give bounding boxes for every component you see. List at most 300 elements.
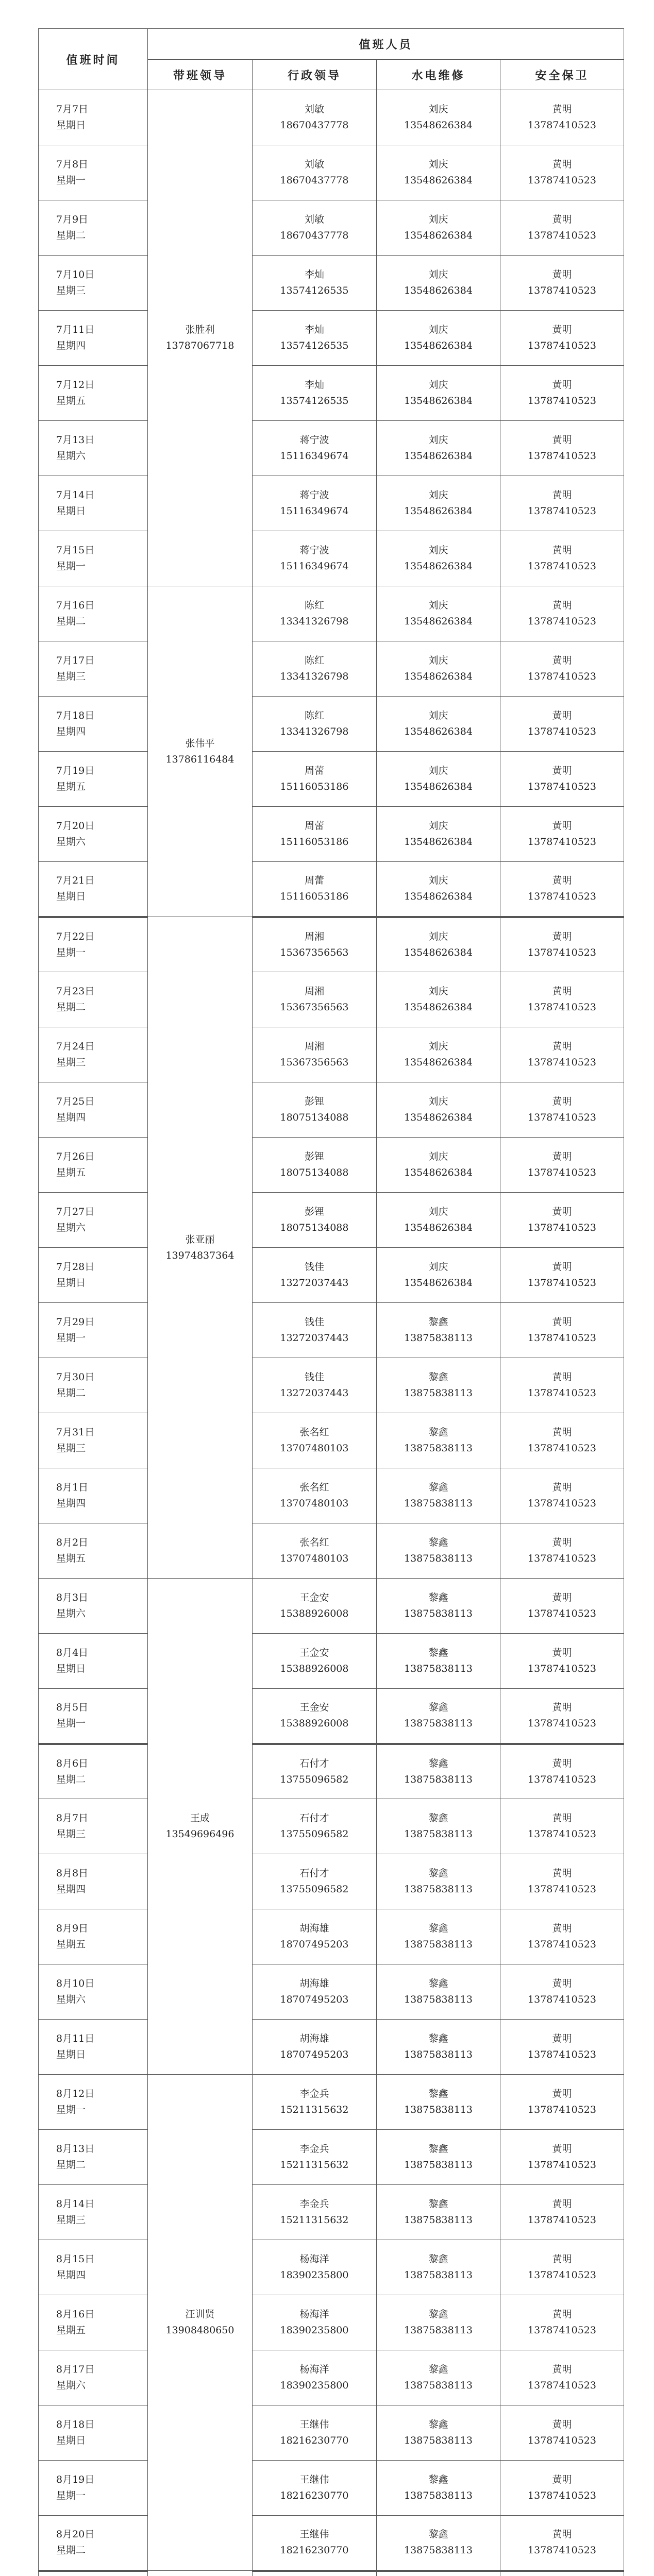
security-name: 黄明 — [552, 1482, 572, 1493]
duty-weekday: 星期一 — [56, 2104, 86, 2115]
security-phone: 13787410523 — [528, 1277, 596, 1289]
duty-date: 7月13日 — [56, 434, 95, 446]
admin-leader-phone: 18075134088 — [280, 1222, 349, 1233]
shift-leader-name: 汪训贤 — [185, 2309, 215, 2320]
security-phone: 13787410523 — [528, 1553, 596, 1564]
security-phone: 13787410523 — [528, 450, 596, 462]
duty-date: 7月8日 — [56, 159, 89, 170]
security-cell — [500, 1413, 624, 1468]
duty-date-cell — [39, 2461, 148, 2516]
duty-date-cell — [39, 2405, 148, 2461]
duty-date: 7月11日 — [56, 324, 95, 335]
utility-repair-cell — [377, 2295, 500, 2350]
utility-repair-phone: 13875838113 — [404, 1608, 473, 1619]
header-security: 安全保卫 — [500, 60, 624, 90]
duty-date-cell — [39, 1303, 148, 1358]
admin-leader-cell — [253, 641, 377, 697]
admin-leader-name: 王继伟 — [299, 2419, 329, 2430]
admin-leader-phone: 15211315632 — [280, 2104, 349, 2115]
duty-weekday: 星期五 — [56, 2325, 86, 2336]
security-name: 黄明 — [552, 1923, 572, 1934]
admin-leader-cell — [253, 752, 377, 807]
utility-repair-phone: 13548626384 — [404, 175, 473, 186]
security-phone: 13787410523 — [528, 1939, 596, 1950]
shift-leader-cell — [148, 2075, 253, 2571]
utility-repair-cell — [377, 972, 500, 1027]
utility-repair-phone: 13548626384 — [404, 616, 473, 627]
utility-repair-cell — [377, 807, 500, 862]
admin-leader-cell — [253, 1964, 377, 2020]
security-phone: 13787410523 — [528, 726, 596, 737]
duty-date: 8月4日 — [56, 1647, 89, 1658]
duty-date: 7月12日 — [56, 379, 95, 391]
duty-date: 8月6日 — [56, 1757, 89, 1769]
admin-leader-name: 周蕾 — [304, 875, 324, 887]
table-row — [39, 972, 624, 1027]
utility-repair-name: 黎鑫 — [428, 2088, 448, 2099]
duty-weekday: 星期六 — [56, 2380, 86, 2391]
security-cell — [500, 641, 624, 697]
admin-leader-phone: 13574126535 — [280, 285, 349, 296]
duty-date-cell — [39, 421, 148, 476]
duty-date: 7月17日 — [56, 655, 95, 666]
admin-leader-phone: 15211315632 — [280, 2159, 349, 2171]
security-cell — [500, 1909, 624, 1964]
admin-leader-phone: 18216230770 — [280, 2545, 349, 2556]
table-row — [39, 641, 624, 697]
security-name: 黄明 — [552, 986, 572, 997]
utility-repair-name: 刘庆 — [428, 269, 448, 280]
admin-leader-cell — [253, 2350, 377, 2405]
table-row — [39, 1468, 624, 1523]
security-cell — [500, 972, 624, 1027]
duty-weekday: 星期三 — [56, 1828, 86, 1840]
duty-date-cell — [39, 862, 148, 917]
admin-leader-cell — [253, 697, 377, 752]
admin-leader-cell — [253, 90, 377, 145]
utility-repair-phone: 13548626384 — [404, 505, 473, 517]
admin-leader-cell — [253, 1634, 377, 1689]
security-cell — [500, 2516, 624, 2571]
utility-repair-cell — [377, 1744, 500, 1799]
security-phone: 13787410523 — [528, 836, 596, 848]
admin-leader-cell — [253, 1468, 377, 1523]
duty-date-cell — [39, 2075, 148, 2130]
security-name: 黄明 — [552, 1041, 572, 1052]
shift-leader-name: 王成 — [190, 1812, 210, 1824]
security-phone: 13787410523 — [528, 781, 596, 792]
duty-weekday: 星期三 — [56, 1443, 86, 1454]
utility-repair-name: 黎鑫 — [428, 2033, 448, 2044]
security-cell — [500, 917, 624, 972]
utility-repair-cell — [377, 531, 500, 586]
duty-weekday: 星期五 — [56, 1939, 86, 1950]
admin-leader-name: 彭锂 — [304, 1096, 324, 1107]
admin-leader-cell — [253, 2516, 377, 2571]
duty-date-cell — [39, 2295, 148, 2350]
table-row — [39, 2405, 624, 2461]
duty-date: 8月16日 — [56, 2309, 95, 2320]
header-utility-repair: 水电维修 — [377, 60, 500, 90]
duty-weekday: 星期六 — [56, 1608, 86, 1619]
security-name: 黄明 — [552, 1371, 572, 1383]
header-duty-staff: 值班人员 — [148, 29, 624, 60]
security-cell — [500, 1523, 624, 1579]
duty-date-cell — [39, 641, 148, 697]
utility-repair-phone: 13875838113 — [404, 1828, 473, 1840]
utility-repair-phone: 13548626384 — [404, 1057, 473, 1068]
security-cell — [500, 2571, 624, 2576]
admin-leader-phone: 15388926008 — [280, 1718, 349, 1730]
duty-date: 7月28日 — [56, 1261, 95, 1273]
table-row — [39, 2075, 624, 2130]
security-name: 黄明 — [552, 1427, 572, 1438]
duty-weekday: 星期四 — [56, 726, 86, 737]
utility-repair-phone: 13548626384 — [404, 120, 473, 131]
header-shift-leader: 带班领导 — [148, 60, 253, 90]
shift-leader-cell — [148, 917, 253, 1579]
admin-leader-name: 杨海洋 — [299, 2309, 329, 2320]
admin-leader-phone: 13574126535 — [280, 395, 349, 406]
duty-weekday: 星期四 — [56, 1884, 86, 1895]
security-cell — [500, 2240, 624, 2295]
duty-date: 7月21日 — [56, 875, 95, 887]
table-row — [39, 1413, 624, 1468]
admin-leader-name: 王金安 — [299, 1592, 329, 1603]
admin-leader-name: 蒋宁波 — [299, 489, 329, 501]
utility-repair-cell — [377, 2020, 500, 2075]
admin-leader-phone: 13341326798 — [280, 726, 349, 737]
admin-leader-cell — [253, 1248, 377, 1303]
duty-date-cell — [39, 1193, 148, 1248]
shift-leader-name: 张胜利 — [185, 324, 215, 335]
admin-leader-cell — [253, 200, 377, 256]
admin-leader-name: 蒋宁波 — [299, 434, 329, 446]
security-phone: 13787410523 — [528, 1443, 596, 1454]
duty-weekday: 星期日 — [56, 891, 86, 903]
table-row — [39, 697, 624, 752]
utility-repair-name: 黎鑫 — [428, 2474, 448, 2485]
utility-repair-cell — [377, 1082, 500, 1138]
admin-leader-phone: 18216230770 — [280, 2490, 349, 2501]
admin-leader-phone: 18670437778 — [280, 175, 349, 186]
utility-repair-cell — [377, 1358, 500, 1413]
utility-repair-phone: 13548626384 — [404, 946, 473, 958]
admin-leader-phone: 18390235800 — [280, 2269, 349, 2281]
security-cell — [500, 1689, 624, 1744]
duty-date: 7月23日 — [56, 986, 95, 997]
security-cell — [500, 1468, 624, 1523]
admin-leader-cell — [253, 1689, 377, 1744]
security-cell — [500, 1193, 624, 1248]
admin-leader-cell — [253, 256, 377, 311]
security-cell — [500, 2405, 624, 2461]
admin-leader-name: 李金兵 — [299, 2088, 329, 2099]
admin-leader-name: 张名红 — [299, 1482, 329, 1493]
duty-weekday: 星期二 — [56, 1387, 86, 1399]
duty-weekday: 星期日 — [56, 505, 86, 517]
admin-leader-cell — [253, 1579, 377, 1634]
duty-weekday: 星期一 — [56, 1718, 86, 1730]
utility-repair-name: 刘庆 — [428, 434, 448, 446]
utility-repair-cell — [377, 421, 500, 476]
utility-repair-cell — [377, 90, 500, 145]
admin-leader-phone: 18390235800 — [280, 2325, 349, 2336]
utility-repair-name: 刘庆 — [428, 545, 448, 556]
security-cell — [500, 807, 624, 862]
duty-weekday: 星期一 — [56, 946, 86, 958]
security-cell — [500, 1248, 624, 1303]
utility-repair-phone: 13548626384 — [404, 230, 473, 241]
admin-leader-cell — [253, 1027, 377, 1082]
admin-leader-phone: 13755096582 — [280, 1884, 349, 1895]
table-row — [39, 2185, 624, 2240]
duty-weekday: 星期六 — [56, 1222, 86, 1233]
security-cell — [500, 421, 624, 476]
utility-repair-phone: 13875838113 — [404, 1553, 473, 1564]
duty-weekday: 星期五 — [56, 1167, 86, 1178]
utility-repair-name: 刘庆 — [428, 379, 448, 391]
utility-repair-cell — [377, 145, 500, 200]
table-row — [39, 90, 624, 145]
security-cell — [500, 1799, 624, 1854]
security-name: 黄明 — [552, 2419, 572, 2430]
duty-date: 7月18日 — [56, 710, 95, 721]
admin-leader-cell — [253, 1744, 377, 1799]
duty-date: 7月10日 — [56, 269, 95, 280]
duty-date: 8月11日 — [56, 2033, 95, 2044]
utility-repair-cell — [377, 1138, 500, 1193]
table-row — [39, 476, 624, 531]
duty-date-cell — [39, 2571, 148, 2576]
table-row — [39, 1634, 624, 1689]
table-row — [39, 1358, 624, 1413]
duty-date-cell — [39, 586, 148, 641]
security-name: 黄明 — [552, 379, 572, 391]
utility-repair-cell — [377, 311, 500, 366]
duty-date: 7月7日 — [56, 104, 89, 115]
utility-repair-phone: 13875838113 — [404, 2214, 473, 2226]
duty-date: 8月10日 — [56, 1978, 95, 1989]
utility-repair-phone: 13548626384 — [404, 671, 473, 682]
security-cell — [500, 256, 624, 311]
security-name: 黄明 — [552, 1537, 572, 1548]
utility-repair-name: 黎鑫 — [428, 1427, 448, 1438]
utility-repair-name: 黎鑫 — [428, 2309, 448, 2320]
utility-repair-name: 黎鑫 — [428, 2419, 448, 2430]
duty-date-cell — [39, 2516, 148, 2571]
security-name: 黄明 — [552, 2198, 572, 2210]
utility-repair-name: 刘庆 — [428, 1041, 448, 1052]
admin-leader-name: 钱佳 — [304, 1371, 324, 1383]
admin-leader-name: 周湘 — [304, 986, 324, 997]
admin-leader-cell — [253, 1193, 377, 1248]
security-name: 黄明 — [552, 2033, 572, 2044]
admin-leader-name: 杨海洋 — [299, 2253, 329, 2265]
admin-leader-phone: 18707495203 — [280, 1939, 349, 1950]
security-phone: 13787410523 — [528, 1773, 596, 1785]
duty-weekday: 星期日 — [56, 2049, 86, 2060]
security-cell — [500, 2020, 624, 2075]
duty-date: 7月27日 — [56, 1206, 95, 1217]
utility-repair-name: 黎鑫 — [428, 1702, 448, 1714]
utility-repair-cell — [377, 1413, 500, 1468]
security-cell — [500, 586, 624, 641]
admin-leader-phone: 18670437778 — [280, 120, 349, 131]
duty-date-cell — [39, 145, 148, 200]
security-phone: 13787410523 — [528, 616, 596, 627]
security-phone: 13787410523 — [528, 505, 596, 517]
duty-date: 8月15日 — [56, 2253, 95, 2265]
utility-repair-phone: 13548626384 — [404, 450, 473, 462]
table-row — [39, 256, 624, 311]
admin-leader-cell — [253, 917, 377, 972]
security-name: 黄明 — [552, 1096, 572, 1107]
shift-leader-phone: 13908480650 — [165, 2325, 234, 2336]
admin-leader-phone: 18075134088 — [280, 1112, 349, 1123]
duty-weekday: 星期五 — [56, 781, 86, 792]
admin-leader-cell — [253, 531, 377, 586]
admin-leader-name: 蒋宁波 — [299, 545, 329, 556]
utility-repair-cell — [377, 2516, 500, 2571]
utility-repair-name: 刘庆 — [428, 324, 448, 335]
admin-leader-cell — [253, 421, 377, 476]
utility-repair-cell — [377, 1964, 500, 2020]
admin-leader-name: 周湘 — [304, 1041, 324, 1052]
security-phone: 13787410523 — [528, 2159, 596, 2171]
utility-repair-phone: 13548626384 — [404, 836, 473, 848]
utility-repair-phone: 13548626384 — [404, 1222, 473, 1233]
duty-date-cell — [39, 1689, 148, 1744]
security-cell — [500, 2075, 624, 2130]
table-row — [39, 2020, 624, 2075]
duty-date-cell — [39, 1523, 148, 1579]
duty-date: 8月19日 — [56, 2474, 95, 2485]
duty-date: 7月25日 — [56, 1096, 95, 1107]
admin-leader-name: 陈红 — [304, 655, 324, 666]
utility-repair-name: 黎鑫 — [428, 1371, 448, 1383]
security-cell — [500, 1964, 624, 2020]
duty-weekday: 星期二 — [56, 2545, 86, 2556]
utility-repair-phone: 13875838113 — [404, 1663, 473, 1674]
shift-leader-phone: 13974837364 — [165, 1249, 234, 1261]
security-cell — [500, 145, 624, 200]
table-row — [39, 2295, 624, 2350]
utility-repair-cell — [377, 2571, 500, 2576]
security-cell — [500, 1027, 624, 1082]
utility-repair-name: 刘庆 — [428, 765, 448, 776]
admin-leader-name: 王金安 — [299, 1647, 329, 1658]
admin-leader-phone: 18670437778 — [280, 230, 349, 241]
utility-repair-phone: 13548626384 — [404, 285, 473, 296]
security-phone: 13787410523 — [528, 1332, 596, 1344]
admin-leader-phone: 13272037443 — [280, 1277, 349, 1289]
duty-weekday: 星期六 — [56, 1994, 86, 2005]
utility-repair-name: 黎鑫 — [428, 1592, 448, 1603]
duty-weekday: 星期三 — [56, 285, 86, 296]
table-row — [39, 421, 624, 476]
admin-leader-name: 周湘 — [304, 930, 324, 942]
admin-leader-phone: 15116053186 — [280, 781, 349, 792]
utility-repair-phone: 13548626384 — [404, 561, 473, 572]
utility-repair-phone: 13875838113 — [404, 1387, 473, 1399]
duty-schedule-table — [38, 28, 624, 2576]
security-cell — [500, 1358, 624, 1413]
admin-leader-cell — [253, 145, 377, 200]
admin-leader-phone: 15116349674 — [280, 505, 349, 517]
duty-date: 8月9日 — [56, 1923, 89, 1934]
duty-date-cell — [39, 311, 148, 366]
duty-date-cell — [39, 972, 148, 1027]
admin-leader-phone: 15116349674 — [280, 561, 349, 572]
duty-date-cell — [39, 2350, 148, 2405]
utility-repair-cell — [377, 862, 500, 917]
security-name: 黄明 — [552, 820, 572, 832]
duty-weekday: 星期四 — [56, 1498, 86, 1509]
duty-date-cell — [39, 1799, 148, 1854]
security-name: 黄明 — [552, 269, 572, 280]
utility-repair-name: 黎鑫 — [428, 1868, 448, 1879]
admin-leader-phone: 13341326798 — [280, 616, 349, 627]
utility-repair-name: 刘庆 — [428, 214, 448, 225]
header-admin-leader: 行政领导 — [253, 60, 377, 90]
utility-repair-name: 黎鑫 — [428, 1482, 448, 1493]
duty-date-cell — [39, 2240, 148, 2295]
utility-repair-cell — [377, 1193, 500, 1248]
admin-leader-cell — [253, 862, 377, 917]
duty-date-cell — [39, 1964, 148, 2020]
duty-weekday: 星期二 — [56, 1773, 86, 1785]
admin-leader-phone: 15116349674 — [280, 450, 349, 462]
duty-date: 8月17日 — [56, 2364, 95, 2375]
utility-repair-phone: 13548626384 — [404, 1002, 473, 1013]
security-name: 黄明 — [552, 434, 572, 446]
duty-weekday: 星期三 — [56, 1057, 86, 1068]
admin-leader-cell — [253, 807, 377, 862]
admin-leader-name: 彭锂 — [304, 1151, 324, 1162]
admin-leader-cell — [253, 2571, 377, 2576]
utility-repair-name: 刘庆 — [428, 1206, 448, 1217]
duty-date-cell — [39, 476, 148, 531]
security-phone: 13787410523 — [528, 2214, 596, 2226]
utility-repair-name: 刘庆 — [428, 655, 448, 666]
admin-leader-cell — [253, 1082, 377, 1138]
security-phone: 13787410523 — [528, 120, 596, 131]
utility-repair-name: 黎鑫 — [428, 2143, 448, 2155]
utility-repair-cell — [377, 2075, 500, 2130]
utility-repair-name: 黎鑫 — [428, 1537, 448, 1548]
table-row — [39, 1964, 624, 2020]
duty-weekday: 星期三 — [56, 2214, 86, 2226]
admin-leader-phone: 13755096582 — [280, 1773, 349, 1785]
admin-leader-name: 胡海雄 — [299, 1923, 329, 1934]
table-row — [39, 1193, 624, 1248]
security-name: 黄明 — [552, 159, 572, 170]
security-cell — [500, 1303, 624, 1358]
table-row — [39, 1248, 624, 1303]
duty-date-cell — [39, 917, 148, 972]
security-name: 黄明 — [552, 600, 572, 611]
admin-leader-cell — [253, 1909, 377, 1964]
admin-leader-cell — [253, 972, 377, 1027]
duty-date: 7月16日 — [56, 600, 95, 611]
security-phone: 13787410523 — [528, 340, 596, 351]
table-row — [39, 2516, 624, 2571]
table-row — [39, 1579, 624, 1634]
utility-repair-cell — [377, 1248, 500, 1303]
security-cell — [500, 311, 624, 366]
utility-repair-name: 刘庆 — [428, 1096, 448, 1107]
